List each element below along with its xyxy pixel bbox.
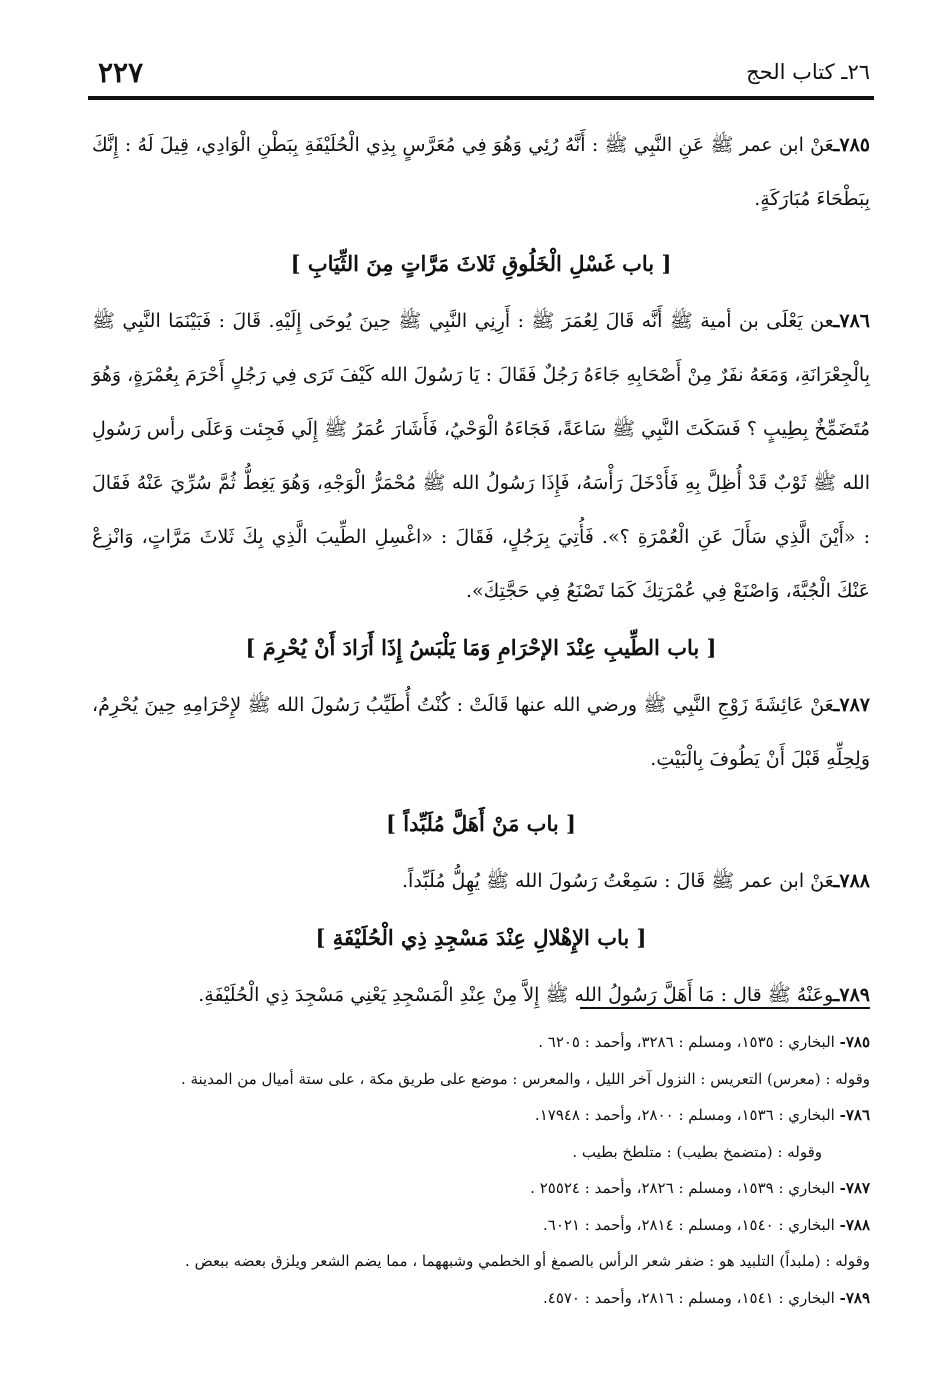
hadith-788 <box>92 854 870 908</box>
footnotes <box>92 1024 870 1316</box>
footnote-number: ٧٨٧- <box>839 1179 870 1197</box>
footnote-number: ٧٨٥- <box>839 1033 870 1051</box>
hadith-789 <box>92 968 870 1022</box>
main-text <box>92 118 870 1022</box>
hadith-number: ٧٨٦ـ <box>833 310 870 332</box>
footnote-number: ٧٨٨- <box>839 1215 870 1234</box>
footnote-787 <box>92 1170 870 1207</box>
footnote-text: البخاري : ١٥٣٥، ومسلم : ٣٢٨٦، وأحمد : ٦٢٠٥ . <box>538 1033 835 1051</box>
footnote-number: ٧٨٦- <box>839 1106 870 1124</box>
page-number: ٢٢٧ <box>98 56 144 89</box>
hadith-787 <box>92 678 870 786</box>
hadith-text: عَنْ ابن عمر ﷺ عَنِ النَّبِي ﷺ : أَنَّهُ رُئِي وَهُوَ فِي مُعَرَّسٍ بِذِي الْحُلَيْفَةِ بِبَطْنِ الْوَادِي، قِيلَ لَهُ : إِنَّكَ بِبَطْحَاءَ مُبَارَكَةٍ. <box>92 134 870 210</box>
footnote-text: البخاري : ١٥٤٠، ومسلم : ٢٨١٤، وأحمد : ٦٠٢١. <box>542 1215 835 1234</box>
page-header <box>92 56 870 96</box>
hadith-785 <box>92 118 870 226</box>
hadith-number: ٧٨٨ـ <box>833 870 870 892</box>
footnote-note: وقوله : (معرس) التعريس : النزول آخر الليل ، والمعرس : موضع على طريق مكة ، على ستة أميال من المدينة . <box>180 1069 870 1088</box>
chapter-heading: [ باب مَنْ أَهَلَّ مُلَبِّداً ] <box>386 811 576 836</box>
footnote-786 <box>92 1097 870 1134</box>
chapter-heading: [ باب الإِهْلالِ عِنْدَ مَسْجِدِ ذِي الْحُلَيْفَةِ ] <box>315 925 647 950</box>
hadith-text: عَنْ عَائِشَةَ زَوْجِ النَّبِي ﷺ ورضي الله عنها قَالَتْ : كُنْتُ أُطَيِّبُ رَسُولَ الله ﷺ لإِحْرَامِهِ حِينَ يُحْرِمُ، وَلِحِلِّهِ قَبْلَ أَنْ يَطُوفَ بِالْبَيْتِ. <box>92 694 870 770</box>
footnote-rule <box>580 1007 870 1009</box>
footnote-text: البخاري : ١٥٤١، ومسلم : ٢٨١٦، وأحمد : ٤٥٧٠. <box>542 1288 835 1307</box>
footnote-788 <box>92 1207 870 1244</box>
chapter-heading: [ باب غَسْلِ الْخَلُوقِ ثَلاثَ مَرَّاتٍ مِنَ الثِّيَابِ ] <box>290 251 672 276</box>
footnote-number: ٧٨٩- <box>839 1288 870 1307</box>
header-rule <box>88 96 874 100</box>
hadith-text: عَنْ ابن عمر ﷺ قَالَ : سَمِعْتُ رَسُولَ الله ﷺ يُهِلُّ مُلَبِّداً. <box>402 870 834 892</box>
footnote-text: البخاري : ١٥٣٦، ومسلم : ٢٨٠٠، وأحمد : ١٧٩٤٨. <box>534 1106 835 1124</box>
footnote-text: البخاري : ١٥٣٩، ومسلم : ٢٨٢٦، وأحمد : ٢٥٥٢٤ . <box>530 1179 835 1197</box>
hadith-text: وعَنْهُ ﷺ قال : مَا أَهَلَّ رَسُولُ الله ﷺ إِلاَّ مِنْ عِنْدِ الْمَسْجِدِ يَعْنِي مَسْجِدَ ذِي الْحُلَيْفَةِ. <box>198 984 834 1006</box>
chapter-title: ٢٦ـ كتاب الحج <box>746 60 870 84</box>
footnote-note: وقوله : (متضمخ بطيب) : متلطخ بطيب . <box>572 1142 822 1161</box>
footnote-note: وقوله : (ملبداً) التلبيد هو : ضفر شعر الرأس بالصمغ أو الخطمي وشبههما ، مما يضم الشعر ويلزق بعضه ببعض . <box>185 1252 870 1270</box>
chapter-heading: [ باب الطِّيبِ عِنْدَ الإحْرَامِ وَمَا يَلْبَسُ إِذَا أَرَادَ أَنْ يُحْرِمَ ] <box>245 635 717 660</box>
hadith-786 <box>92 294 870 618</box>
footnote-789 <box>92 1280 870 1317</box>
hadith-number: ٧٨٧ـ <box>833 694 870 716</box>
hadith-text: عن يَعْلَى بن أمية ﷺ أَنَّه قَالَ لِعُمَرَ ﷺ : أَرِنِي النَّبِي ﷺ حِينَ يُوحَى إِلَيْهِ. قَالَ : فَبَيْنَمَا النَّبِي ﷺ بِالْجِعْرَانَةِ، وَمَعَهُ نفَرٌ مِنْ أَصْحَابِهِ جَاءَهُ رَجُلٌ فَقَالَ : يَا رَسُولَ الله كَيْفَ تَرَى فِي رَجُلٍ أَحْرَمَ بِعُمْرَةٍ، وَهُوَ مُتَضَمِّخٌ بِطِيبٍ ؟ فَسَكَتَ النَّبِي ﷺ سَاعَةً، فَجَاءَهُ الْوَحْيُ، فَأَشَارَ عُمَرُ ﷺ إِلَي فَجِئت وَعَلَى رأس رَسُولِ الله ﷺ ثَوْبٌ قَدْ أُظِلَّ بِهِ فَأَدْخَلَ رَأْسَهُ، فَإِذَا رَسُولُ الله ﷺ مُحْمَرُّ الْوَجْهِ، وَهُوَ يَغِطُّ ثُمَّ سُرِّيَ عَنْهُ فَقَالَ : «أَيْنَ الَّذِي سَأَلَ عَنِ الْعُمْرَةِ ؟». فَأُتِيَ بِرَجُلٍ، فَقَالَ : «اغْسِلِ الطِّيبَ الَّذِي بِكَ ثَلاثَ مَرَّاتٍ، وَانْزِعْ عَنْكَ الْجُبَّةَ، وَاصْنَعْ فِي عُمْرَتِكَ كَمَا تَصْنَعُ فِي حَجَّتِكَ». <box>92 310 870 602</box>
footnote-785 <box>92 1024 870 1061</box>
hadith-number: ٧٨٩ـ <box>833 984 870 1006</box>
hadith-number: ٧٨٥ـ <box>833 134 870 156</box>
